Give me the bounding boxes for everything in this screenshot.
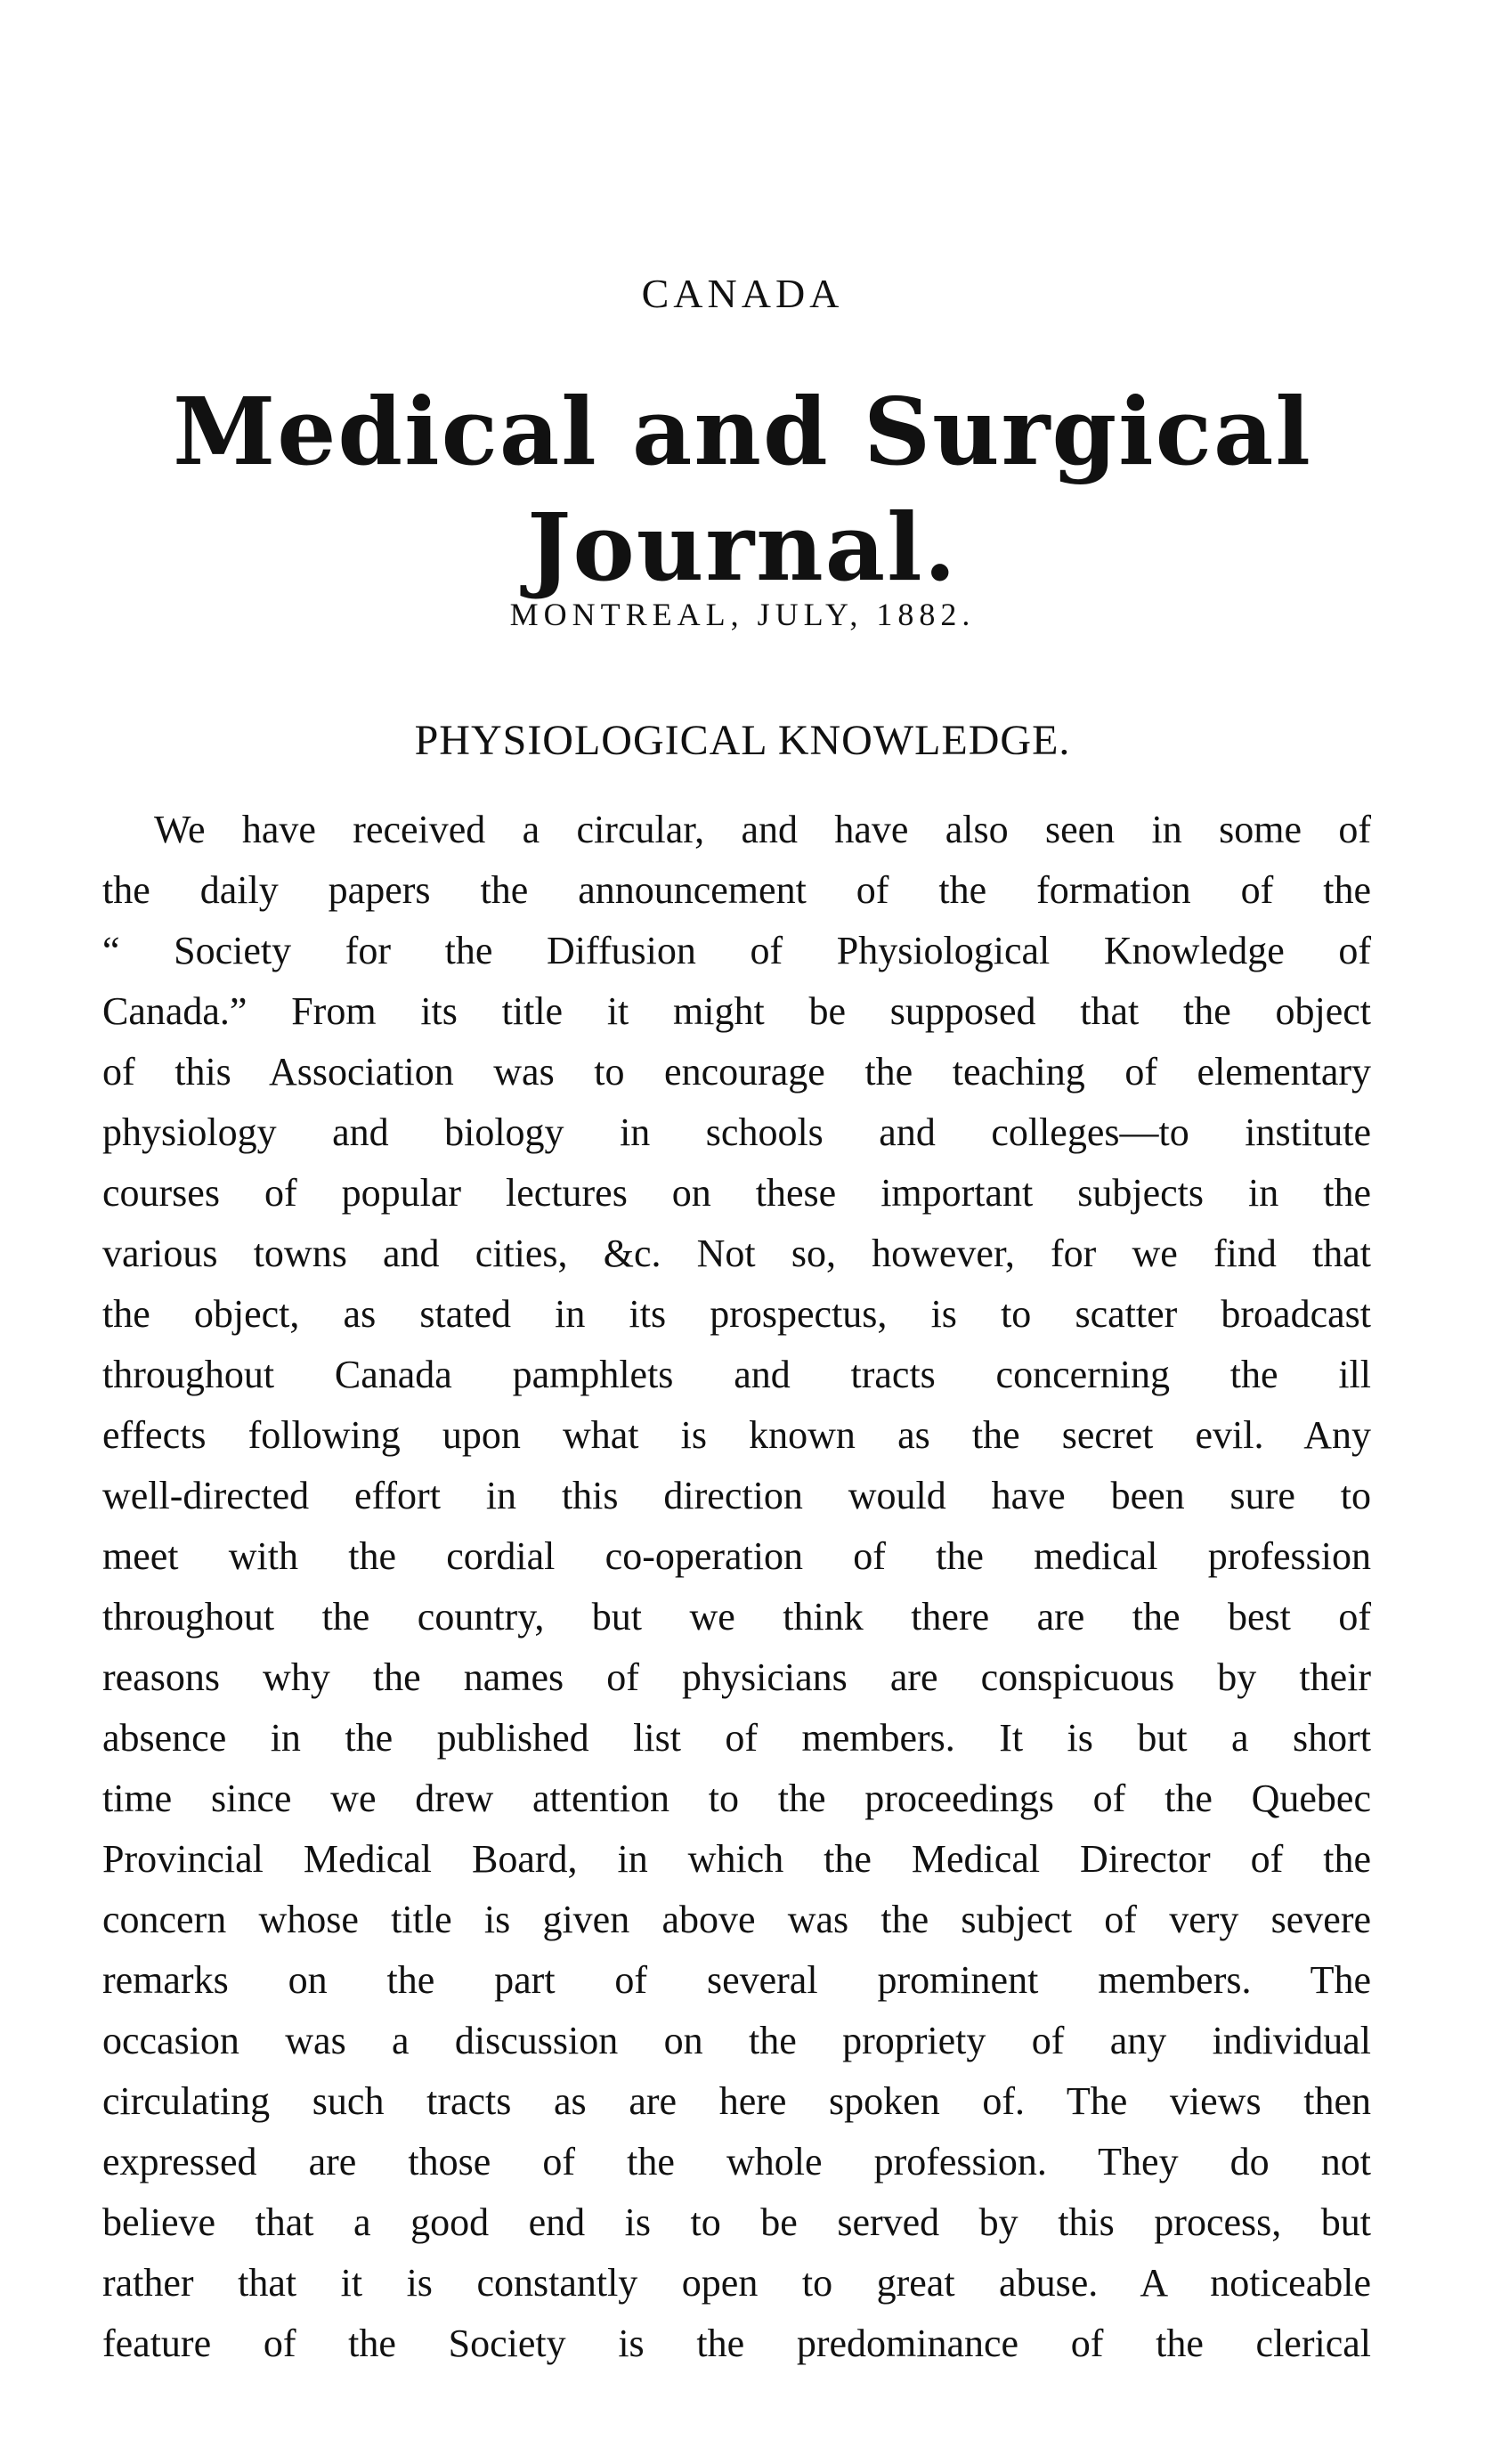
body-line: throughout the country, but we think there are the best of xyxy=(102,1595,1371,1639)
dateline: MONTREAL, JULY, 1882. xyxy=(509,597,976,632)
body-line: of this Association was to encourage the teaching of elementary xyxy=(102,1050,1371,1094)
body-line: physiology and biology in schools and colleges—to institute xyxy=(102,1110,1371,1154)
body-line: the daily papers the announcement of the formation of the xyxy=(102,868,1371,912)
body-line: believe that a good end is to be served by this process, but xyxy=(102,2200,1371,2244)
body-line: We have received a circular, and have also seen in some of xyxy=(154,808,1371,851)
body-line: well-directed effort in this direction would have been sure to xyxy=(102,1474,1371,1517)
body-line: courses of popular lectures on these important subjects in the xyxy=(102,1171,1371,1215)
body-line: Provincial Medical Board, in which the Medical Director of the xyxy=(102,1837,1371,1881)
body-line: Canada.” From its title it might be supposed that the object xyxy=(102,989,1371,1033)
body-line: the object, as stated in its prospectus, is to scatter broadcast xyxy=(102,1292,1371,1336)
body-line: absence in the published list of members. It is but a short xyxy=(102,1716,1371,1760)
article-body xyxy=(102,800,1371,2374)
body-line: rather that it is constantly open to great abuse. A noticeable xyxy=(102,2261,1371,2305)
body-line: reasons why the names of physicians are conspicuous by their xyxy=(102,1655,1371,1699)
body-line: meet with the cordial co-operation of the medical profession xyxy=(102,1534,1371,1578)
body-line: “ Society for the Diffusion of Physiological Knowledge of xyxy=(102,929,1371,972)
body-line: various towns and cities, &c. Not so, however, for we find that xyxy=(102,1232,1371,1275)
body-line: throughout Canada pamphlets and tracts concerning the ill xyxy=(102,1353,1371,1396)
body-line: concern whose title is given above was the subject of very severe xyxy=(102,1898,1371,1941)
body-line: expressed are those of the whole profession. They do not xyxy=(102,2140,1371,2183)
body-line: occasion was a discussion on the propriety of any individual xyxy=(102,2019,1371,2062)
body-line: remarks on the part of several prominent members. The xyxy=(102,1958,1371,2002)
masthead-country: CANADA xyxy=(641,271,844,316)
masthead-title: Medical and Surgical Journal. xyxy=(173,377,1312,602)
body-line: time since we drew attention to the proceedings of the Quebec xyxy=(102,1777,1371,1820)
body-line: feature of the Society is the predominance of the clerical xyxy=(102,2322,1371,2365)
article-title: PHYSIOLOGICAL KNOWLEDGE. xyxy=(414,717,1071,764)
body-line: effects following upon what is known as the secret evil. Any xyxy=(102,1413,1371,1457)
body-line: circulating such tracts as are here spoken of. The views then xyxy=(102,2079,1371,2123)
